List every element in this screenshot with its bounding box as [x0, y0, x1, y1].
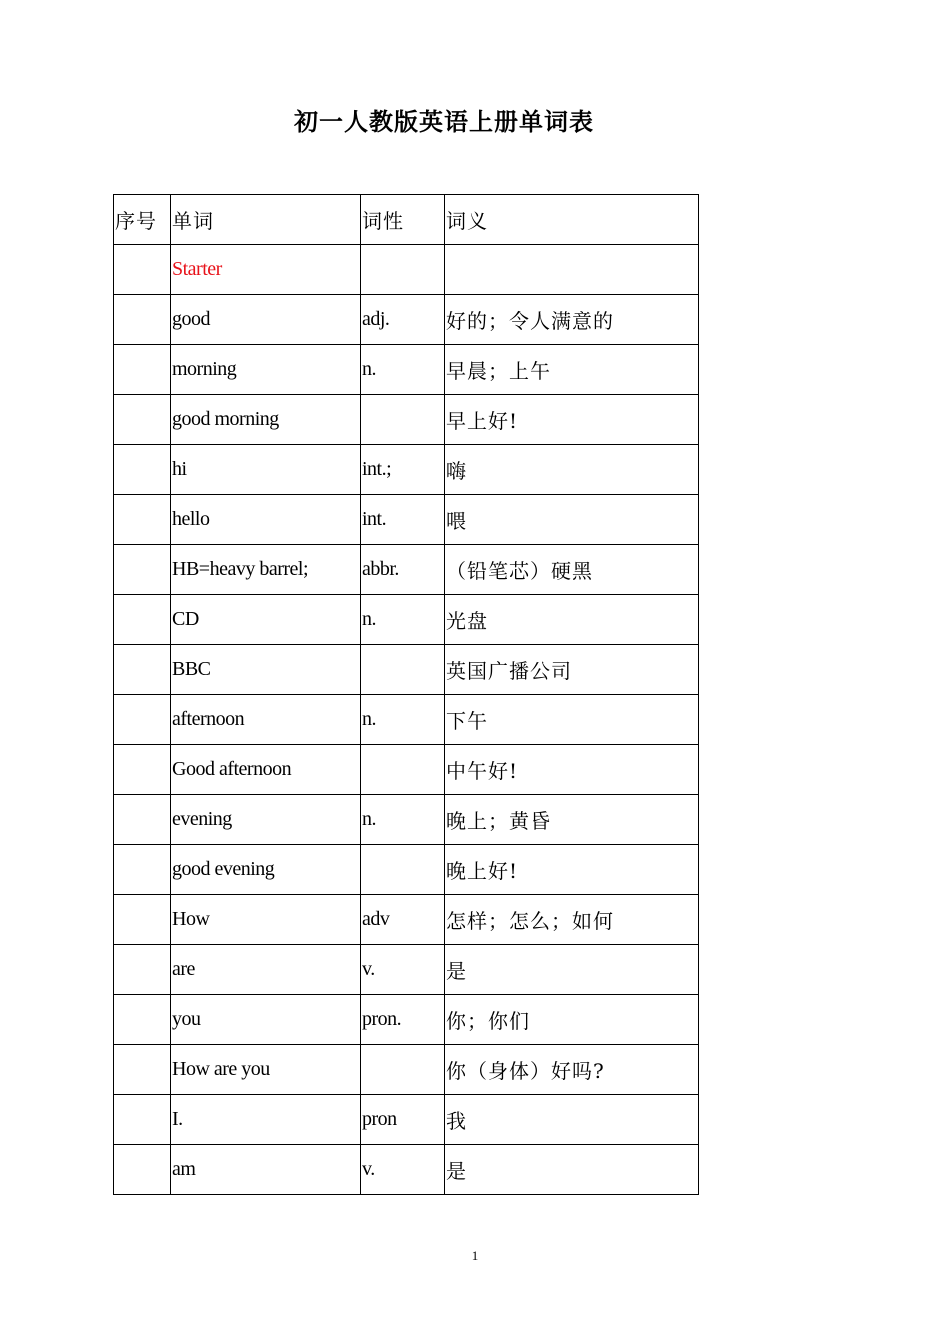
meaning-cell: 嗨 — [445, 445, 699, 495]
meaning-cell: 是 — [445, 945, 699, 995]
number-cell — [114, 295, 171, 345]
number-cell — [114, 345, 171, 395]
pos-cell — [361, 845, 445, 895]
table-row — [114, 395, 699, 445]
header-meaning: 词义 — [445, 195, 699, 245]
pos-cell: abbr. — [361, 545, 445, 595]
page-title: 初一人教版英语上册单词表 — [294, 107, 594, 136]
pos-cell — [361, 645, 445, 695]
meaning-cell: 怎样；怎么；如何 — [445, 895, 699, 945]
number-cell — [114, 845, 171, 895]
number-cell — [114, 595, 171, 645]
meaning-cell: 我 — [445, 1095, 699, 1145]
pos-cell: v. — [361, 1145, 445, 1195]
section-number-cell — [114, 245, 171, 295]
meaning-cell: 晚上；黄昏 — [445, 795, 699, 845]
meaning-cell: 早晨；上午 — [445, 345, 699, 395]
meaning-cell: 喂 — [445, 495, 699, 545]
pos-cell: n. — [361, 595, 445, 645]
word-cell: BBC — [171, 645, 361, 695]
meaning-cell: 你（身体）好吗? — [445, 1045, 699, 1095]
word-cell: good evening — [171, 845, 361, 895]
table-header-row — [114, 195, 699, 245]
number-cell — [114, 945, 171, 995]
table-row — [114, 545, 699, 595]
section-meaning-cell — [445, 245, 699, 295]
pos-cell — [361, 745, 445, 795]
pos-cell: n. — [361, 345, 445, 395]
meaning-cell: 你；你们 — [445, 995, 699, 1045]
number-cell — [114, 545, 171, 595]
word-cell: morning — [171, 345, 361, 395]
pos-cell: n. — [361, 695, 445, 745]
word-cell: evening — [171, 795, 361, 845]
number-cell — [114, 1095, 171, 1145]
meaning-cell: 早上好! — [445, 395, 699, 445]
number-cell — [114, 995, 171, 1045]
meaning-cell: 是 — [445, 1145, 699, 1195]
table-row — [114, 845, 699, 895]
header-number: 序号 — [114, 195, 171, 245]
word-cell: you — [171, 995, 361, 1045]
vocabulary-table — [113, 194, 699, 1195]
section-title: Starter — [171, 245, 361, 295]
meaning-cell: 中午好! — [445, 745, 699, 795]
table-row — [114, 1045, 699, 1095]
table-row — [114, 595, 699, 645]
table-row — [114, 495, 699, 545]
meaning-cell: 光盘 — [445, 595, 699, 645]
number-cell — [114, 1145, 171, 1195]
pos-cell: int.; — [361, 445, 445, 495]
word-cell: hi — [171, 445, 361, 495]
pos-cell — [361, 1045, 445, 1095]
table-row — [114, 445, 699, 495]
number-cell — [114, 795, 171, 845]
word-cell: afternoon — [171, 695, 361, 745]
number-cell — [114, 695, 171, 745]
word-cell: How are you — [171, 1045, 361, 1095]
table-row — [114, 645, 699, 695]
pos-cell: adj. — [361, 295, 445, 345]
number-cell — [114, 745, 171, 795]
word-cell: hello — [171, 495, 361, 545]
section-row — [114, 245, 699, 295]
pos-cell: n. — [361, 795, 445, 845]
table-row — [114, 695, 699, 745]
word-cell: How — [171, 895, 361, 945]
table-body — [114, 245, 699, 1195]
header-part-of-speech: 词性 — [361, 195, 445, 245]
number-cell — [114, 495, 171, 545]
pos-cell — [361, 395, 445, 445]
section-pos-cell — [361, 245, 445, 295]
page-number: 1 — [471, 1248, 479, 1263]
table-row — [114, 345, 699, 395]
table-row — [114, 1095, 699, 1145]
word-cell: Good afternoon — [171, 745, 361, 795]
number-cell — [114, 445, 171, 495]
meaning-cell: 好的；令人满意的 — [445, 295, 699, 345]
table-row — [114, 945, 699, 995]
table-row — [114, 295, 699, 345]
meaning-cell: （铅笔芯）硬黑 — [445, 545, 699, 595]
pos-cell: pron — [361, 1095, 445, 1145]
number-cell — [114, 645, 171, 695]
pos-cell: pron. — [361, 995, 445, 1045]
pos-cell: v. — [361, 945, 445, 995]
table-row — [114, 795, 699, 845]
number-cell — [114, 1045, 171, 1095]
meaning-cell: 下午 — [445, 695, 699, 745]
table-row — [114, 745, 699, 795]
word-cell: are — [171, 945, 361, 995]
header-word: 单词 — [171, 195, 361, 245]
word-cell: CD — [171, 595, 361, 645]
word-cell: am — [171, 1145, 361, 1195]
number-cell — [114, 395, 171, 445]
table-row — [114, 895, 699, 945]
table-row — [114, 1145, 699, 1195]
number-cell — [114, 895, 171, 945]
word-cell: good morning — [171, 395, 361, 445]
pos-cell: adv — [361, 895, 445, 945]
word-cell: I. — [171, 1095, 361, 1145]
meaning-cell: 英国广播公司 — [445, 645, 699, 695]
meaning-cell: 晚上好! — [445, 845, 699, 895]
table-row — [114, 995, 699, 1045]
word-cell: good — [171, 295, 361, 345]
pos-cell: int. — [361, 495, 445, 545]
word-cell: HB=heavy barrel; — [171, 545, 361, 595]
